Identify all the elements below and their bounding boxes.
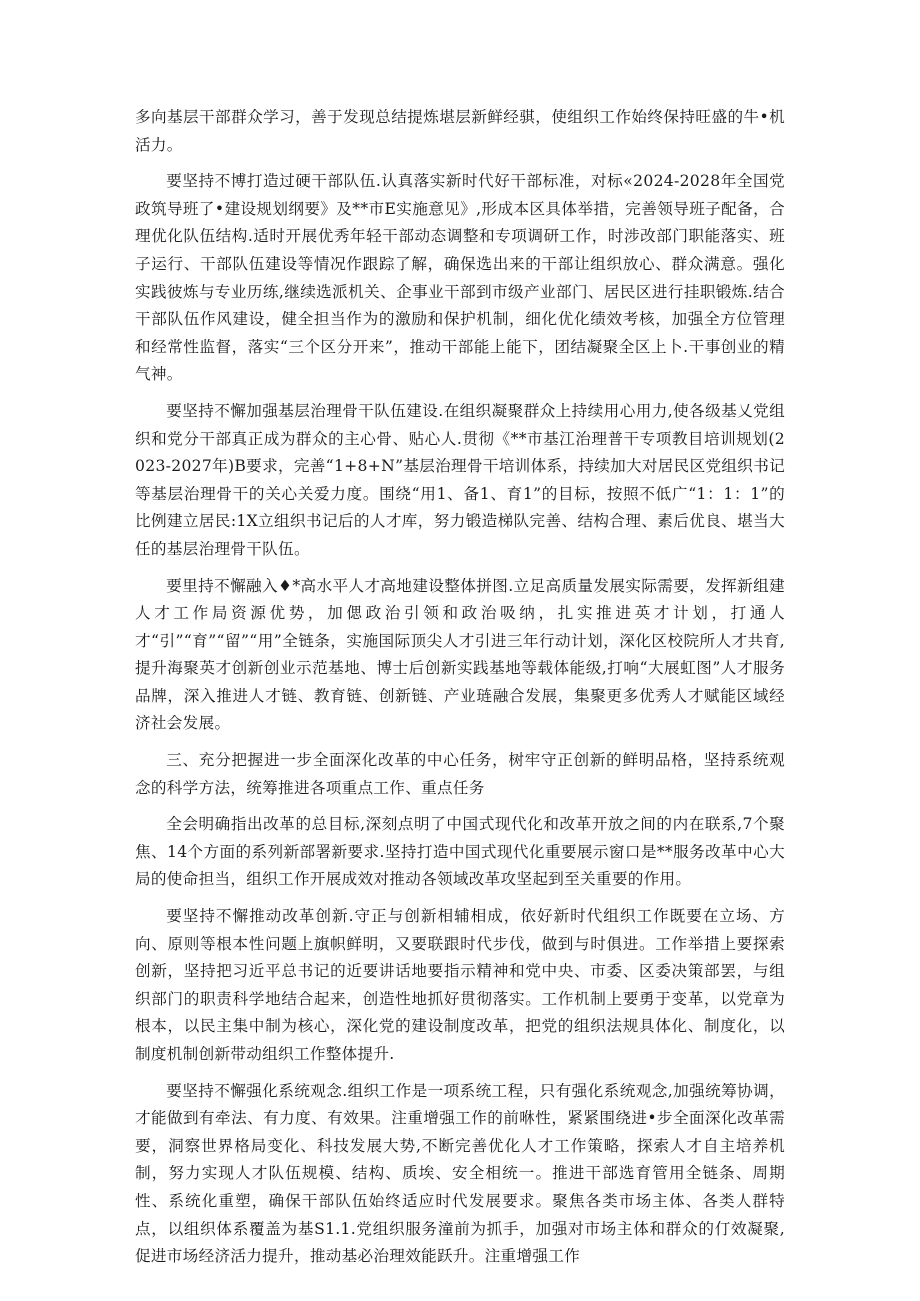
paragraph-reform-goal: 全会明确指出改革的总目标,深刻点明了中国式现代化和改革开放之间的内在联系,7个聚焦、14个方面的系列新部署新要求.坚持打造中国式现代化重要展示窗口是**服务改革中心大局的使命担当，组织工作开展成效对推动各领域改革攻坚起到至关重要的作用。 <box>135 815 785 889</box>
paragraph-continued: 多向基层干部群众学习，善于发现总结提炼堪层新鲜经骐，使组织工作始终保持旺盛的牛•机活力。 <box>135 108 785 154</box>
document-body <box>135 104 785 1280</box>
section-heading-three: 三、充分把握进一步全面深化改革的中心任务，树牢守正创新的鲜明品格，坚持系统观念的科学方法，统筹推进各项重点工作、重点任务 <box>135 751 785 797</box>
paragraph-system-concept: 要坚持不懈强化系统观念.组织工作是一项系统工程，只有强化系统观念,加强统筹协调，才能做到有牵法、有力度、有效果。注重增强工作的前咻性，紧紧围绕进•步全面深化改革需要，洞察世界格局变化、科技发展大势,不断完善优化人才工作策略，探索人才自主培养机制，努力实现人才队伍规模、结构、质埃、安全相统一。推进干部选育管用全链条、周期性、系统化重塑，确保干部队伍始终适应时代发展要求。聚焦各类市场主体、各类人群特点，以组织体系覆盖为基S1.1.党组织服务潼前为抓手，加强对市场主体和群众的仃效凝聚,促进市场经济活力提升，推动基必治理效能跃升。注重增强工作 <box>135 1081 785 1266</box>
paragraph-cadre-team: 要坚持不博打造过硬干部队伍.认真落实新时代好干部标准，对标«2024-2028年全国党政筑导班了•建设规划纲要》及**市E实施意见》,形成本区具体举措，完善领导班子配备，合理优化队伍结构.适时开展优秀年轻干部动态调整和专项调研工作，时涉改部门职能落实、班子运行、干部队伍建设等情况作跟踪了解，确保选出来的干部让组织放心、群众满意。强化实践彼炼与专业历练,继续选派机关、企事业干部到市级产业部门、居民区进行挂职锻炼.结合干部队伍作风建设，健全担当作为的激励和保护机制，细化优化绩效考核，加强全方位管理和经常性监督，落实“三个区分开来”，推动干部能上能下，团结凝聚全区上卜.干事创业的精气神。 <box>135 172 785 384</box>
paragraph-reform-innovation: 要坚持不懈推动改革创新.守正与创新相辅相成，依好新时代组织工作既要在立场、方向、原则等根本性问题上旗帜鲜明，又要联跟时代步伐，做到与时俱进。工作举措上要探索创新，坚持把习近平总书记的近要讲话地要指示精神和党中央、市委、区委决策部罢，与组织部门的职责科学地结合起来，创造性地抓好贯彻落实。工作机制上要勇于变革，以党章为根本，以民主集中制为核心，深化党的建设制度改革，把党的组织法规具体化、制度化，以制度机制创新带动组织工作整体提升. <box>135 907 785 1063</box>
paragraph-talent-highland: 要里持不懈融入♦*高水平人才高地建设整体拼图.立足高质量发展实际需要，发挥新组建人才工作局资源优势，加偲政治引领和政治吸纳，扎实推进英才计划，打通人才“引”“育”“留”“用”全链条，实施国际顶尖人才引进三年行动计划，深化区校院所人才共育,提升海聚英才创新创业示范基地、博士后创新实践基地等载体能级,打响“大展虹图”人才服务品牌，深入推进人才链、教育链、创新链、产业琏融合发展，集聚更多优秀人才赋能区域经济社会发展。 <box>135 576 785 733</box>
paragraph-grassroots-governance: 要坚持不懈加强基层治理骨干队伍建设.在组织凝聚群众上持续用心用力,使各级基乂党组织和党分干部真正成为群众的主心骨、贴心人.贯彻《**市基江治理普干专项教目培训规划(2023-2027年)B要求，完善“1+8+N”基层治理骨干培训体系，持续加大对居民区党组织书记等基层治理骨干的关心关爱力度。围绕“用1、备1、育1”的目标，按照不低广“1：1：1”的比例建立居民:1X立组织书记后的人才库，努力锻造梯队完善、结构合理、素后优良、堪当大任的基层治理骨干队伍。 <box>135 401 785 558</box>
